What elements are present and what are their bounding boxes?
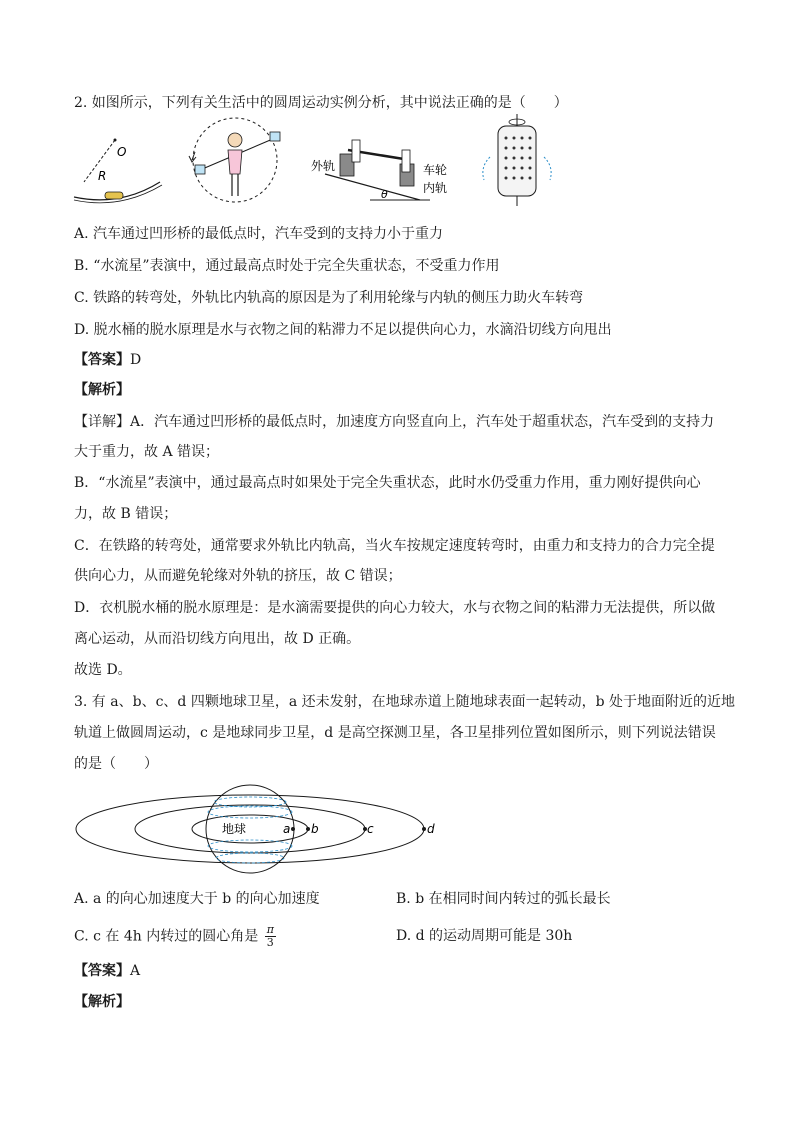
q2-option-a: A. 汽车通过凹形桥的最低点时，汽车受到的支持力小于重力 [74,226,444,242]
q2-answer-tag: 【答案】 [74,352,130,368]
car-icon [105,192,123,199]
q2-detail-line: 大于重力，故 A 错误； [74,444,220,460]
bucket-left-icon [195,165,205,174]
bucket-right-icon [270,132,280,141]
label-wheel: 车轮 [423,163,448,177]
fraction-numerator: π [266,923,274,936]
fraction [265,924,276,949]
q2-detail-line: 【详解】A．汽车通过凹形桥的最低点时，加速度方向竖直向上，汽车处于超重状态，汽车受到的支持力 [74,414,715,430]
label-theta: θ [381,188,388,201]
q3-analysis-tag: 【解析】 [74,994,130,1010]
q3-option-a: A. a 的向心加速度大于 b 的向心加速度 [74,891,320,907]
q2-detail-line: D．衣机脱水桶的脱水原理是：是水滴需要提供的向心力较大，水与衣物之间的粘滞力无法提供，所以做 [74,600,716,616]
q2-detail-line: 离心运动，从而沿切线方向甩出，故 D 正确。 [74,631,361,647]
label-c: c [367,822,374,836]
water-meteor-figure [189,118,280,202]
q2-stem: 2. 如图所示，下列有关生活中的圆周运动实例分析，其中说法正确的是（ ） [74,95,568,111]
q2-detail-line: 力，故 B 错误； [74,506,178,522]
q3-option-c-row [74,924,276,949]
q2-answer-row [74,350,141,370]
label-earth: 地球 [222,822,247,836]
fraction-denominator: 3 [266,936,274,949]
q2-figures [70,112,560,212]
q2-answer-value: D [130,352,142,368]
q2-analysis-tag: 【解析】 [74,382,130,398]
label-d: d [427,822,435,836]
satellite-b-icon [306,827,310,831]
q3-option-c: C. c 在 4h 内转过的圆心角是 [74,928,259,945]
concave-bridge-figure [74,139,162,203]
q3-answer-row [74,961,140,981]
railway-figure [311,140,447,201]
q3-stem-line: 的是（ ） [74,756,158,772]
q3-answer-value: A [130,963,141,979]
performer-head-icon [228,133,242,147]
label-outer-rail: 外轨 [311,159,336,173]
label-r: R [98,169,107,183]
label-o: O [117,145,127,159]
q3-option-b: B. b 在相同时间内转过的弧长最长 [396,891,611,907]
q2-option-d: D. 脱水桶的脱水原理是水与衣物之间的粘滞力不足以提供向心力，水滴沿切线方向甩出 [74,322,612,338]
satellite-a-icon [291,827,295,831]
q2-detail-line: B．“水流星”表演中，通过最高点时如果处于完全失重状态，此时水仍受重力作用，重力刚好提供向心 [74,475,701,491]
q2-detail-line: 供向心力，从而避免轮缘对外轨的挤压，故 C 错误； [74,568,402,584]
q2-detail-line: C．在铁路的转弯处，通常要求外轨比内轨高，当火车按规定速度转弯时，由重力和支持力的合力完全提 [74,538,715,554]
q3-stem-line: 3. 有 a、b、c、d 四颗地球卫星，a 还未发射，在地球赤道上随地球表面一起转动，b 处于地面附近的近地 [74,694,736,710]
satellite-orbits-figure [70,782,450,882]
q3-option-d: D. d 的运动周期可能是 30h [396,928,573,944]
satellite-d-icon [422,827,426,831]
label-b: b [311,822,319,836]
q3-stem-line: 轨道上做圆周运动，c 是地球同步卫星，d 是高空探测卫星，各卫星排列位置如图所示，则下列说法错误 [74,725,716,741]
q2-option-b: B. “水流星”表演中，通过最高点时处于完全失重状态，不受重力作用 [74,258,500,274]
spin-dryer-figure [483,114,551,206]
q3-answer-tag: 【答案】 [74,963,130,979]
q2-option-c: C. 铁路的转弯处，外轨比内轨高的原因是为了利用轮缘与内轨的侧压力助火车转弯 [74,290,584,306]
q2-detail-line: 故选 D。 [74,662,132,678]
label-a: a [283,822,291,836]
label-inner-rail: 内轨 [423,181,448,195]
